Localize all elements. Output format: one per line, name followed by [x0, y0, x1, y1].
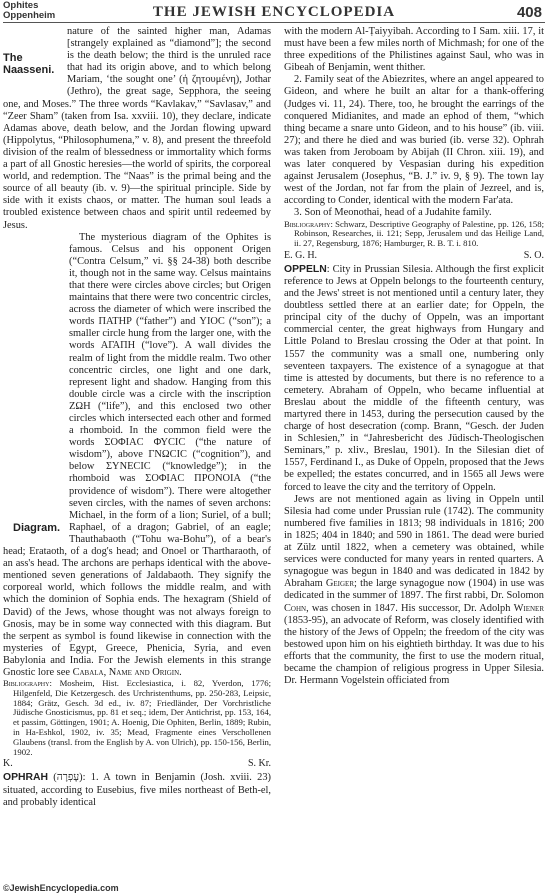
- entry-oppeln: OPPELN: City in Prussian Silesia. Although the first explicit reference to Jews at Oppeln belongs to the fourteenth century, and the Jews' street is not mentioned until a century later, they doubtless settled there at an earlier date; for Oppeln, the principal city of the duchy of Oppeln, was an important commercial center, the great highways from Hungary and Little Poland to Breslau crossing the Oder at that point. In 1557 the community was a small one, numbering only seventeen taxpayers. The existence of a synagogue at that time is attested by documents, but there is no reference to a cemetery. Abraham of Oppeln, who became influential at Breslau about the middle of the fifteenth century, was martyred there in 1453, during the persecution caused by the charge of host desecration (comp. Brann, “Gesch. der Juden in Schlesien,” in “Jahresbericht des Jüdisch-Theologischen Seminars,” p. xliv., Breslau, 1901). In the Silesian diet of 1557, Ferdinand I., as Duke of Oppeln, proposed that the Jews be expelled; the estates concurred, and in 1565 all Jews were forced to leave the city and the territory of Oppeln.: [284, 263, 544, 493]
- margin-heading-naasseni: The Naasseni.: [3, 52, 55, 77]
- entry-title[interactable]: OPHRAH: [3, 772, 49, 784]
- signature-initials: E. G. H.: [284, 249, 318, 261]
- signature-initials: K.: [3, 758, 13, 770]
- bibliography: [3, 679, 271, 757]
- running-head-first-word: Ophites: [3, 0, 39, 11]
- signature-author: S. Kr.: [247, 758, 271, 770]
- header-rule: [3, 22, 545, 23]
- cross-reference[interactable]: Cabala, Name and Origin.: [72, 666, 182, 678]
- right-column: [284, 26, 544, 687]
- paragraph: The Naasseni. nature of the sainted higher man, Adamas [strangely explained as “diamond”]; the second is the death below; the third is the unruled race that had its origin above, and to which belong Mariam, ‘the sought one’ (ἡ ζητουμένη), Jothar (Jethro), the great sage, Sepphora, the seeing one, and Moses.” The three words “Kavlakav,” “Savlasav,” and “Zeer Sham” (taken from Isa. xxviii. 10), they declare, indicate Adamas above, death below, and the Jordan flowing upward (Hippolytus, “Philosophumena,” v. 8), and present the threefold division of the realm of blessedness or immortality which forms a part of all Gnostic heresies—the world of spirits, the corporeal world, and redemption. The “Naas” is the primal being and the source of all beauty (ib. v. 9)—the spiritual principle. Side by side with it exists chaos, or matter. The human soul leads a troubled existence between chaos and spirit until redeemed by Jesus.: [3, 26, 271, 231]
- paragraph: 3. Son of Meonothai, head of a Judahite family.: [294, 207, 492, 219]
- left-column: [3, 26, 271, 809]
- page-header: [0, 0, 548, 26]
- paragraph: Diagram. The mysterious diagram of the Ophites is famous. Celsus and his opponent Origen (“Contra Celsum,” vi. §§ 24-38) both describe it, though not in the same way. Celsus maintains that there were circles above circles; but Origen maintains that there were two concentric circles, across the diameter of which were inscribed the words ΠΑΤΗΡ (“father”) and ΥΙΟC (“son”); a smaller circle hung from the larger one, with the words ΑΓΑΠΗ (“love”). A wall divides the realm of light from the middle realm. Two other concentric circles, one light and one dark, represent light and shadow. Hanging from this double circle was a circle with the inscription ΖΩΗ (“life”), and this enclosed two other circles which intersected each other and formed a rhomboid. In the common field were the words ΣΟΦΙΑC ΦΥCIC (“the nature of wisdom”), above ΓΝΩCIC (“cognition”), and below ΣΥΝΕCIC (“knowledge”); in the rhomboid was ΣΟΦΙΑC ΠΡΟΝΟΙΑ (“the providence of wisdom”). There were altogether seven circles, with the names of seven archons: Michael, in the form of a lion; Suriel, of a bull; Raphael, of a dragon; Gabriel, of an eagle; Thauthabaoth (“Tohu wa-Bohu”), of a bear's head; Erataoth, of a dog's head; and Onoel or Thartharaoth, of an ass's head. The archons are perhaps identical with the above-mentioned seven generations of Jaldabaoth. They signify the corporeal world, which follows the middle realm, and with which the dominion of Sophia ends. The hexagram (Shield of David) of the Jews, whose thought was not always foreign to Gnosis, may be in some way connected with this diagram. But the serpent as symbol is found likewise in connection with the mysteries of Egypt, Greece, Phenicia, Syria, and even Babylonia and India. For the Jewish elements in this strange Gnostic lore see Cabala, Name and Origin.: [3, 231, 271, 678]
- bibliography: [284, 220, 544, 249]
- entry-ophrah: OPHRAH (עָפְרָה): 1. A town in Benjamin (Josh. xviii. 23) situated, according to Eusebius, five miles northeast of Beth-el, and probably identical: [3, 772, 272, 808]
- entry-title[interactable]: OPPELN: [284, 263, 327, 275]
- publication-title: THE JEWISH ENCYCLOPEDIA: [152, 4, 396, 20]
- bibliography-text: Mosheim, Hist. Ecclesiastica, i. 82, Yverdon, 1776; Hilgenfeld, Die Ketzergesch. des Urchristenthums, pp. 250-283, Leipsic, 1884; Grätz, Gesch. 3d ed., iv. 87; Friedländer, Der Vorchristliche Jüdische Gnosticismus, pp. 81 et seq.; idem, Der Antichrist, pp. 153, 164, et passim, Göttingen, 1901; A. Hoenig, Die Ophiten, Berlin, 1889; Rubin, in Ha-Eshkol, 1902, iv. 35; Mead, Fragmente eines Verschollenen Glaubens (transl. from the English by A. von Ulrich), pp. 150-156, Berlin, 1902.: [13, 678, 271, 757]
- entry-hebrew: (עָפְרָה):: [53, 772, 86, 784]
- cross-reference[interactable]: Wiener: [513, 602, 544, 614]
- signature: [284, 250, 544, 262]
- bibliography-text: Schwarz, Descriptive Geography of Palestine, pp. 126, 158; Robinson, Researches, ii. 121; Sepp, Jerusalem und das Heilige Land, ii. 27, Regensburg, 1876; Hamburger, R. B. T. i. 810.: [294, 218, 544, 249]
- margin-heading-diagram: Diagram.: [13, 521, 61, 534]
- paragraph: with the modern Al-Ṭaiyyibah. According to I Sam. xiii. 17, it must have been a few miles north of Michmash; for one of the three expeditions of the Philistines against Saul, who was in Gibeah of Benjamin, went thither.: [284, 26, 544, 74]
- page-number: 408: [516, 4, 542, 21]
- cross-reference[interactable]: Cohn: [284, 602, 307, 614]
- paragraph: 2. Family seat of the Abiezrites, where an angel appeared to Gideon, and where he built an altar for a thank-offering (Judges vi. 11, 24). There, too, he brought the earrings of the conquered Midianites, and made an ephod of them, “which thing became a snare unto Gideon, and to his house” (ib. viii. 27); and there he died and was buried (ib. verse 32). Ophrah was taken from Jeroboam by Abijah (II Chron. xiii. 19), and was later conquered by Vespasian during his expedition against Jerusalem (Josephus, “B. J.” iv. 9, § 9). The town lay west of the Jordan, not far from the plain of Jezreel, and is, according to Conder, identical with the modern Far'ata.: [284, 74, 544, 207]
- bibliography-label: Bibliography:: [3, 678, 52, 689]
- signature-author: S. O.: [523, 249, 544, 261]
- paragraph: Jews are not mentioned again as living in Oppeln until Silesia had come under Prussian rule (1742). The community numbered five families in 1813; 98 individuals in 1816; 200 in 1825; 404 in 1840; and 590 in 1861. The dead were buried at Zülz until 1822, when a cemetery was obtained, while services were conducted for many years in rented quarters. A synagogue was begun in 1840 and was dedicated in 1842 by Abraham Geiger; the large synagogue now (1904) in use was dedicated in the summer of 1897. The first rabbi, Dr. Solomon Cohn, was chosen in 1847. His successor, Dr. Adolph Wiener (1853-95), an advocate of Reform, was closely identified with the history of the Jews of Oppeln; the freedom of the city was bestowed upon him on his eightieth birthday. It was due to his efforts that the community, the first to use the modern ritual, became the champion of religious progress in Upper Silesia. Dr. Hermann Vogelstein officiated from: [284, 493, 544, 687]
- cross-reference[interactable]: Geiger: [325, 578, 355, 590]
- bibliography-label: Bibliography:: [284, 218, 333, 229]
- signature: [3, 758, 271, 770]
- site-credit[interactable]: ©JewishEncyclopedia.com: [3, 883, 119, 893]
- running-head-last-word: Oppenheim: [3, 10, 56, 21]
